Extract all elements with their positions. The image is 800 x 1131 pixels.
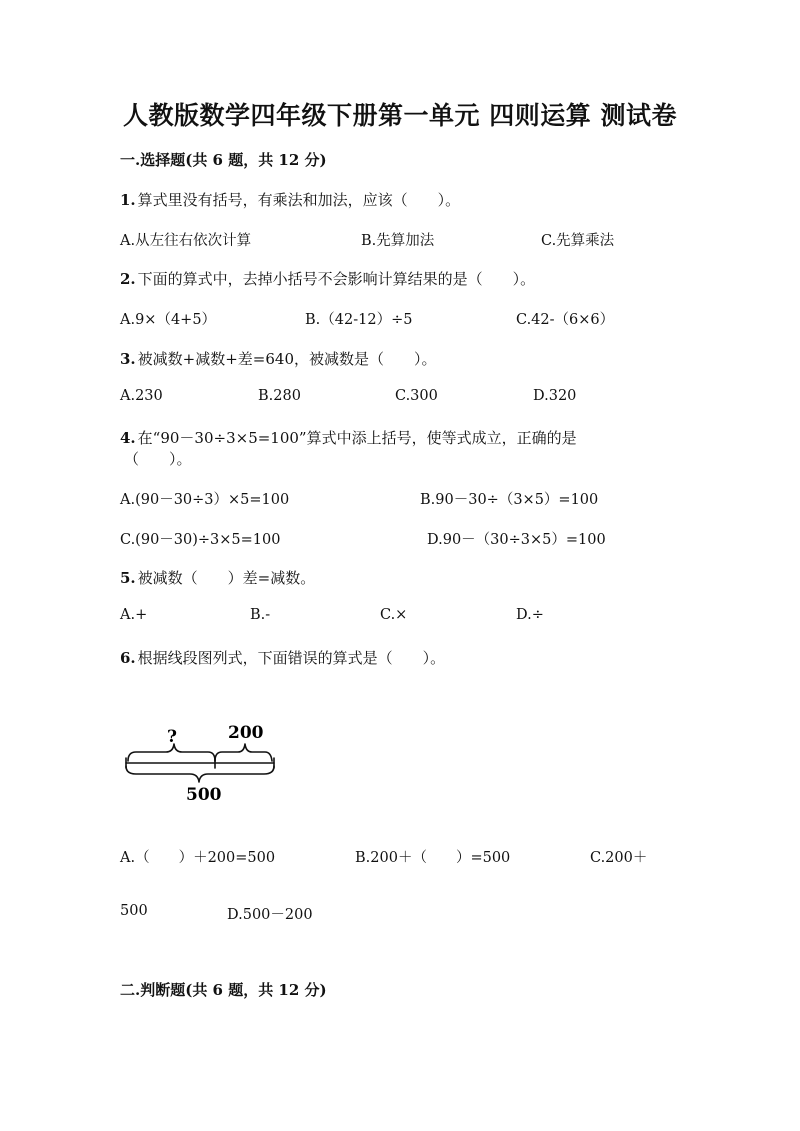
question-text: 算式里没有括号，有乘法和加法，应该（ ）。	[137, 191, 461, 209]
question-number: 4.	[120, 429, 136, 447]
question-5	[120, 567, 315, 588]
section-heading-choice: 一.选择题(共 6 题，共 12 分)	[120, 151, 327, 169]
q5-option-d: D.÷	[516, 607, 544, 623]
q2-option-c: C.42-（6×6）	[516, 312, 615, 328]
brace-part	[215, 744, 272, 761]
q3-option-c: C.300	[395, 388, 438, 404]
question-4-continuation: （ ）。	[124, 450, 192, 468]
q4-option-a: A.(90－30÷3）×5=100	[120, 492, 290, 508]
line-segment-diagram	[118, 716, 288, 802]
q1-option-b: B.先算加法	[361, 233, 435, 249]
diagram-unknown-label: ?	[167, 727, 177, 747]
q1-option-a: A.从左往右依次计算	[120, 233, 252, 249]
q6-option-c: C.200＋	[590, 850, 648, 866]
q6-option-a: A.（ ）＋200=500	[120, 850, 276, 866]
question-text: 被减数+减数+差=640，被减数是（ ）。	[137, 350, 437, 368]
q5-option-a: A.+	[120, 607, 148, 623]
question-6	[120, 647, 445, 668]
question-1	[120, 189, 460, 210]
brace-total	[126, 766, 274, 782]
q6-option-b: B.200＋（ ）=500	[355, 850, 511, 866]
q1-option-c: C.先算乘法	[541, 233, 615, 249]
question-3	[120, 348, 437, 369]
question-text: 在“90－30÷3×5=100”算式中添上括号，使等式成立，正确的是	[137, 429, 577, 447]
q3-option-b: B.280	[258, 388, 301, 404]
question-number: 6.	[120, 649, 136, 667]
q2-option-a: A.9×（4+5）	[120, 312, 217, 328]
q3-option-d: D.320	[533, 388, 577, 404]
q6-option-c-continuation: 500	[120, 903, 148, 919]
q4-option-b: B.90－30÷（3×5）=100	[420, 492, 599, 508]
diagram-part-label: 200	[228, 723, 264, 743]
question-text: 下面的算式中，去掉小括号不会影响计算结果的是（ ）。	[137, 270, 536, 288]
question-2	[120, 268, 535, 289]
section-heading-judgement: 二.判断题(共 6 题，共 12 分)	[120, 981, 327, 999]
q5-option-b: B.-	[250, 607, 271, 623]
question-text: 根据线段图列式，下面错误的算式是（ ）。	[137, 649, 446, 667]
question-text: 被减数（ ）差=减数。	[137, 569, 316, 587]
page-title: 人教版数学四年级下册第一单元 四则运算 测试卷	[123, 101, 677, 130]
question-number: 3.	[120, 350, 136, 368]
question-4	[120, 427, 577, 448]
q4-option-d: D.90－（30÷3×5）=100	[427, 532, 606, 548]
question-number: 2.	[120, 270, 136, 288]
q5-option-c: C.×	[380, 607, 408, 623]
question-number: 5.	[120, 569, 136, 587]
q6-option-d: D.500－200	[227, 907, 313, 923]
q2-option-b: B.（42-12）÷5	[305, 312, 413, 328]
q3-option-a: A.230	[120, 388, 163, 404]
question-number: 1.	[120, 191, 136, 209]
diagram-total-label: 500	[186, 785, 222, 802]
q4-option-c: C.(90－30)÷3×5=100	[120, 532, 281, 548]
